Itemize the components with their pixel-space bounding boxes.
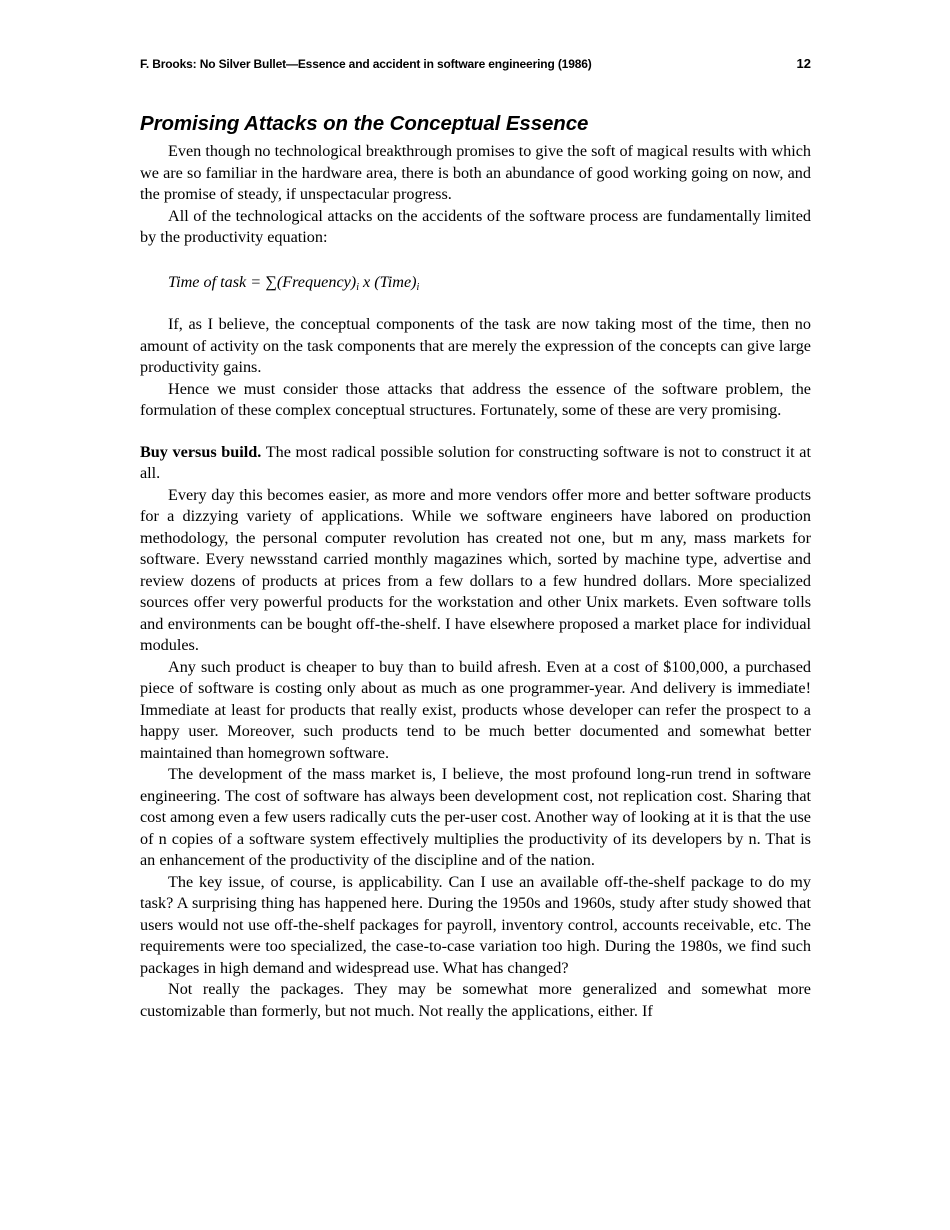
paragraph-gap: [140, 422, 811, 442]
paragraph: All of the technological attacks on the accidents of the software process are fundamentally limited by the productivity equation:: [140, 206, 811, 246]
paragraph-buy-versus-build: [140, 442, 811, 485]
paragraph: The development of the mass market is, I believe, the most profound long-run trend in software engineering. The cost of software has always been development cost, not replication cost. Sharing that cost among even a few users radically cuts the per-user cost. Another way of looking at it is that the use of n copies of a software system effectively multiplies the productivity of its developers by n. That is an enhancement of the productivity of the discipline and of the nation.: [140, 765, 811, 869]
section-heading: Promising Attacks on the Conceptual Essence: [140, 112, 589, 135]
productivity-equation: [168, 272, 811, 294]
equation-lhs: Time of task =: [168, 272, 266, 291]
paragraph: Every day this becomes easier, as more and more vendors offer more and better software products for a dizzying variety of applications. While we software engineers have labored on production methodology, the personal computer revolution has created not one, but m any, mass markets for software. Every newsstand carried monthly magazines which, sorted by machine type, advertise and review dozens of products at prices from a few dollars to a few hundred dollars. More specialized sources offer very powerful products for the workstation and other Unix markets. Even software tolls and environments can be bought off-the-shelf. I have elsewhere proposed a market place for individual modules.: [140, 485, 811, 654]
runin-text: The most radical possible solution for constructing software is not to construct it at all.: [140, 442, 811, 482]
paragraph: Hence we must consider those attacks that address the essence of the software problem, the formulation of these complex conceptual structures. Fortunately, some of these are very promising.: [140, 379, 811, 419]
equation-subscript: i: [356, 281, 359, 293]
runin-heading: Buy versus build.: [140, 442, 262, 461]
equation-term-frequency: (Frequency): [276, 272, 357, 291]
document-body: [140, 111, 811, 1022]
paragraph: Any such product is cheaper to buy than to build afresh. Even at a cost of $100,000, a purchased piece of software is costing only about as much as one programmer-year. And delivery is immediate! Immediate at least for products that really exist, products whose developer can refer the prospect to a happy user. Moreover, such products tend to be much better documented and somewhat better maintained than homegrown software.: [140, 657, 811, 762]
running-title: F. Brooks: No Silver Bullet—Essence and accident in software engineering (1986): [140, 57, 592, 71]
paragraph: If, as I believe, the conceptual components of the task are now taking most of the time, then no amount of activity on the task components that are merely the expression of the concepts can give large productivity gains.: [140, 315, 811, 376]
page-number: 12: [796, 56, 811, 71]
equation-times: x: [358, 272, 375, 291]
paragraph: Even though no technological breakthrough promises to give the soft of magical results with which we are so familiar in the hardware area, there is both an abundance of good working going on now, and the promise of steady, if unspectacular progress.: [140, 142, 811, 203]
paragraph: The key issue, of course, is applicability. Can I use an available off-the-shelf package to do my task? A surprising thing has happened here. During the 1950s and 1960s, study after study showed that users would not use off-the-shelf packages for payroll, inventory control, accounts receivable, etc. The requirements were too specialized, the case-to-case variation too high. During the 1980s, we find such packages in high demand and widespread use. What has changed?: [140, 872, 811, 977]
running-header: [140, 56, 811, 72]
sigma-symbol: ∑: [265, 272, 277, 291]
equation-term-time: (Time): [374, 272, 417, 291]
equation-subscript: i: [416, 281, 420, 293]
paragraph: Not really the packages. They may be somewhat more generalized and somewhat more customizable than formerly, but not much. Not really the applications, either. If: [140, 980, 811, 1020]
